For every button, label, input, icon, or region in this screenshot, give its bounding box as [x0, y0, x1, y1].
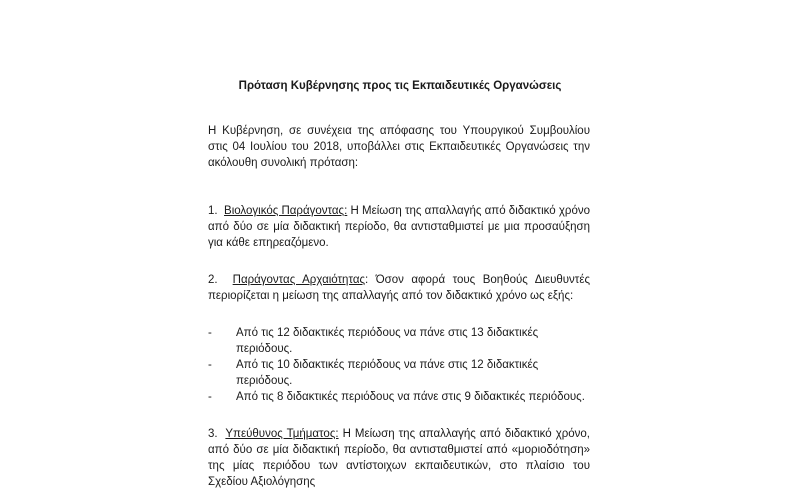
section-2: [208, 272, 590, 304]
document-title: Πρόταση Κυβέρνησης προς τις Εκπαιδευτικές Οργανώσεις: [238, 80, 562, 92]
list-item-text: Από τις 8 διδακτικές περιόδους να πάνε στις 9 διδακτικές περιόδους.: [236, 391, 585, 403]
list-item: [208, 389, 590, 405]
bullet-dash: -: [208, 391, 212, 403]
section-3-heading: Υπεύθυνος Τμήματος:: [225, 428, 339, 440]
section-3: [208, 426, 590, 490]
section-3-number: 3.: [208, 428, 218, 440]
list-item-text: Από τις 10 διδακτικές περιόδους να πάνε στις 12 διδακτικές περιόδους.: [236, 359, 539, 387]
section-2-heading: Παράγοντας Αρχαιότητας: [232, 274, 366, 286]
section-2-bullet-list: [208, 325, 590, 405]
bullet-dash: -: [208, 359, 212, 371]
section-1-text: Η Μείωση της απαλλαγής από διδακτικό χρόνο από δύο σε μία διδακτική περίοδο, θα αντισταθμιστεί με μια προσαύξηση για κάθε επηρεαζόμενο.: [208, 205, 590, 249]
list-item: [208, 325, 590, 357]
section-1: [208, 203, 590, 251]
document-body: [208, 123, 590, 490]
list-item: [208, 357, 590, 389]
intro-paragraph: Η Κυβέρνηση, σε συνέχεια της απόφασης του Υπουργικού Συμβουλίου στις 04 Ιουλίου του 2018, υποβάλλει στις Εκπαιδευτικές Οργανώσεις την ακόλουθη συνολική πρόταση:: [208, 125, 590, 169]
section-2-number: 2.: [208, 274, 218, 286]
section-1-heading: Βιολογικός Παράγοντας:: [224, 205, 348, 217]
bullet-dash: -: [208, 327, 212, 339]
section-2-text: : Όσον αφορά τους Βοηθούς Διευθυντές περιορίζεται η μείωση της απαλλαγής από τον διδακτικό χρόνο ως εξής:: [208, 274, 591, 302]
section-3-text: Η Μείωση της απαλλαγής από διδακτικό χρόνο, από δύο σε μία διδακτική περίοδο, θα αντισταθμιστεί από «μοριοδότηση» της μίας περιόδου των αντίστοιχων εκπαιδευτικών, στο πλαίσιο του Σχεδίου Αξιολόγησης: [208, 428, 591, 488]
section-1-number: 1.: [208, 205, 218, 217]
list-item-text: Από τις 12 διδακτικές περιόδους να πάνε στις 13 διδακτικές περιόδους.: [236, 327, 539, 355]
